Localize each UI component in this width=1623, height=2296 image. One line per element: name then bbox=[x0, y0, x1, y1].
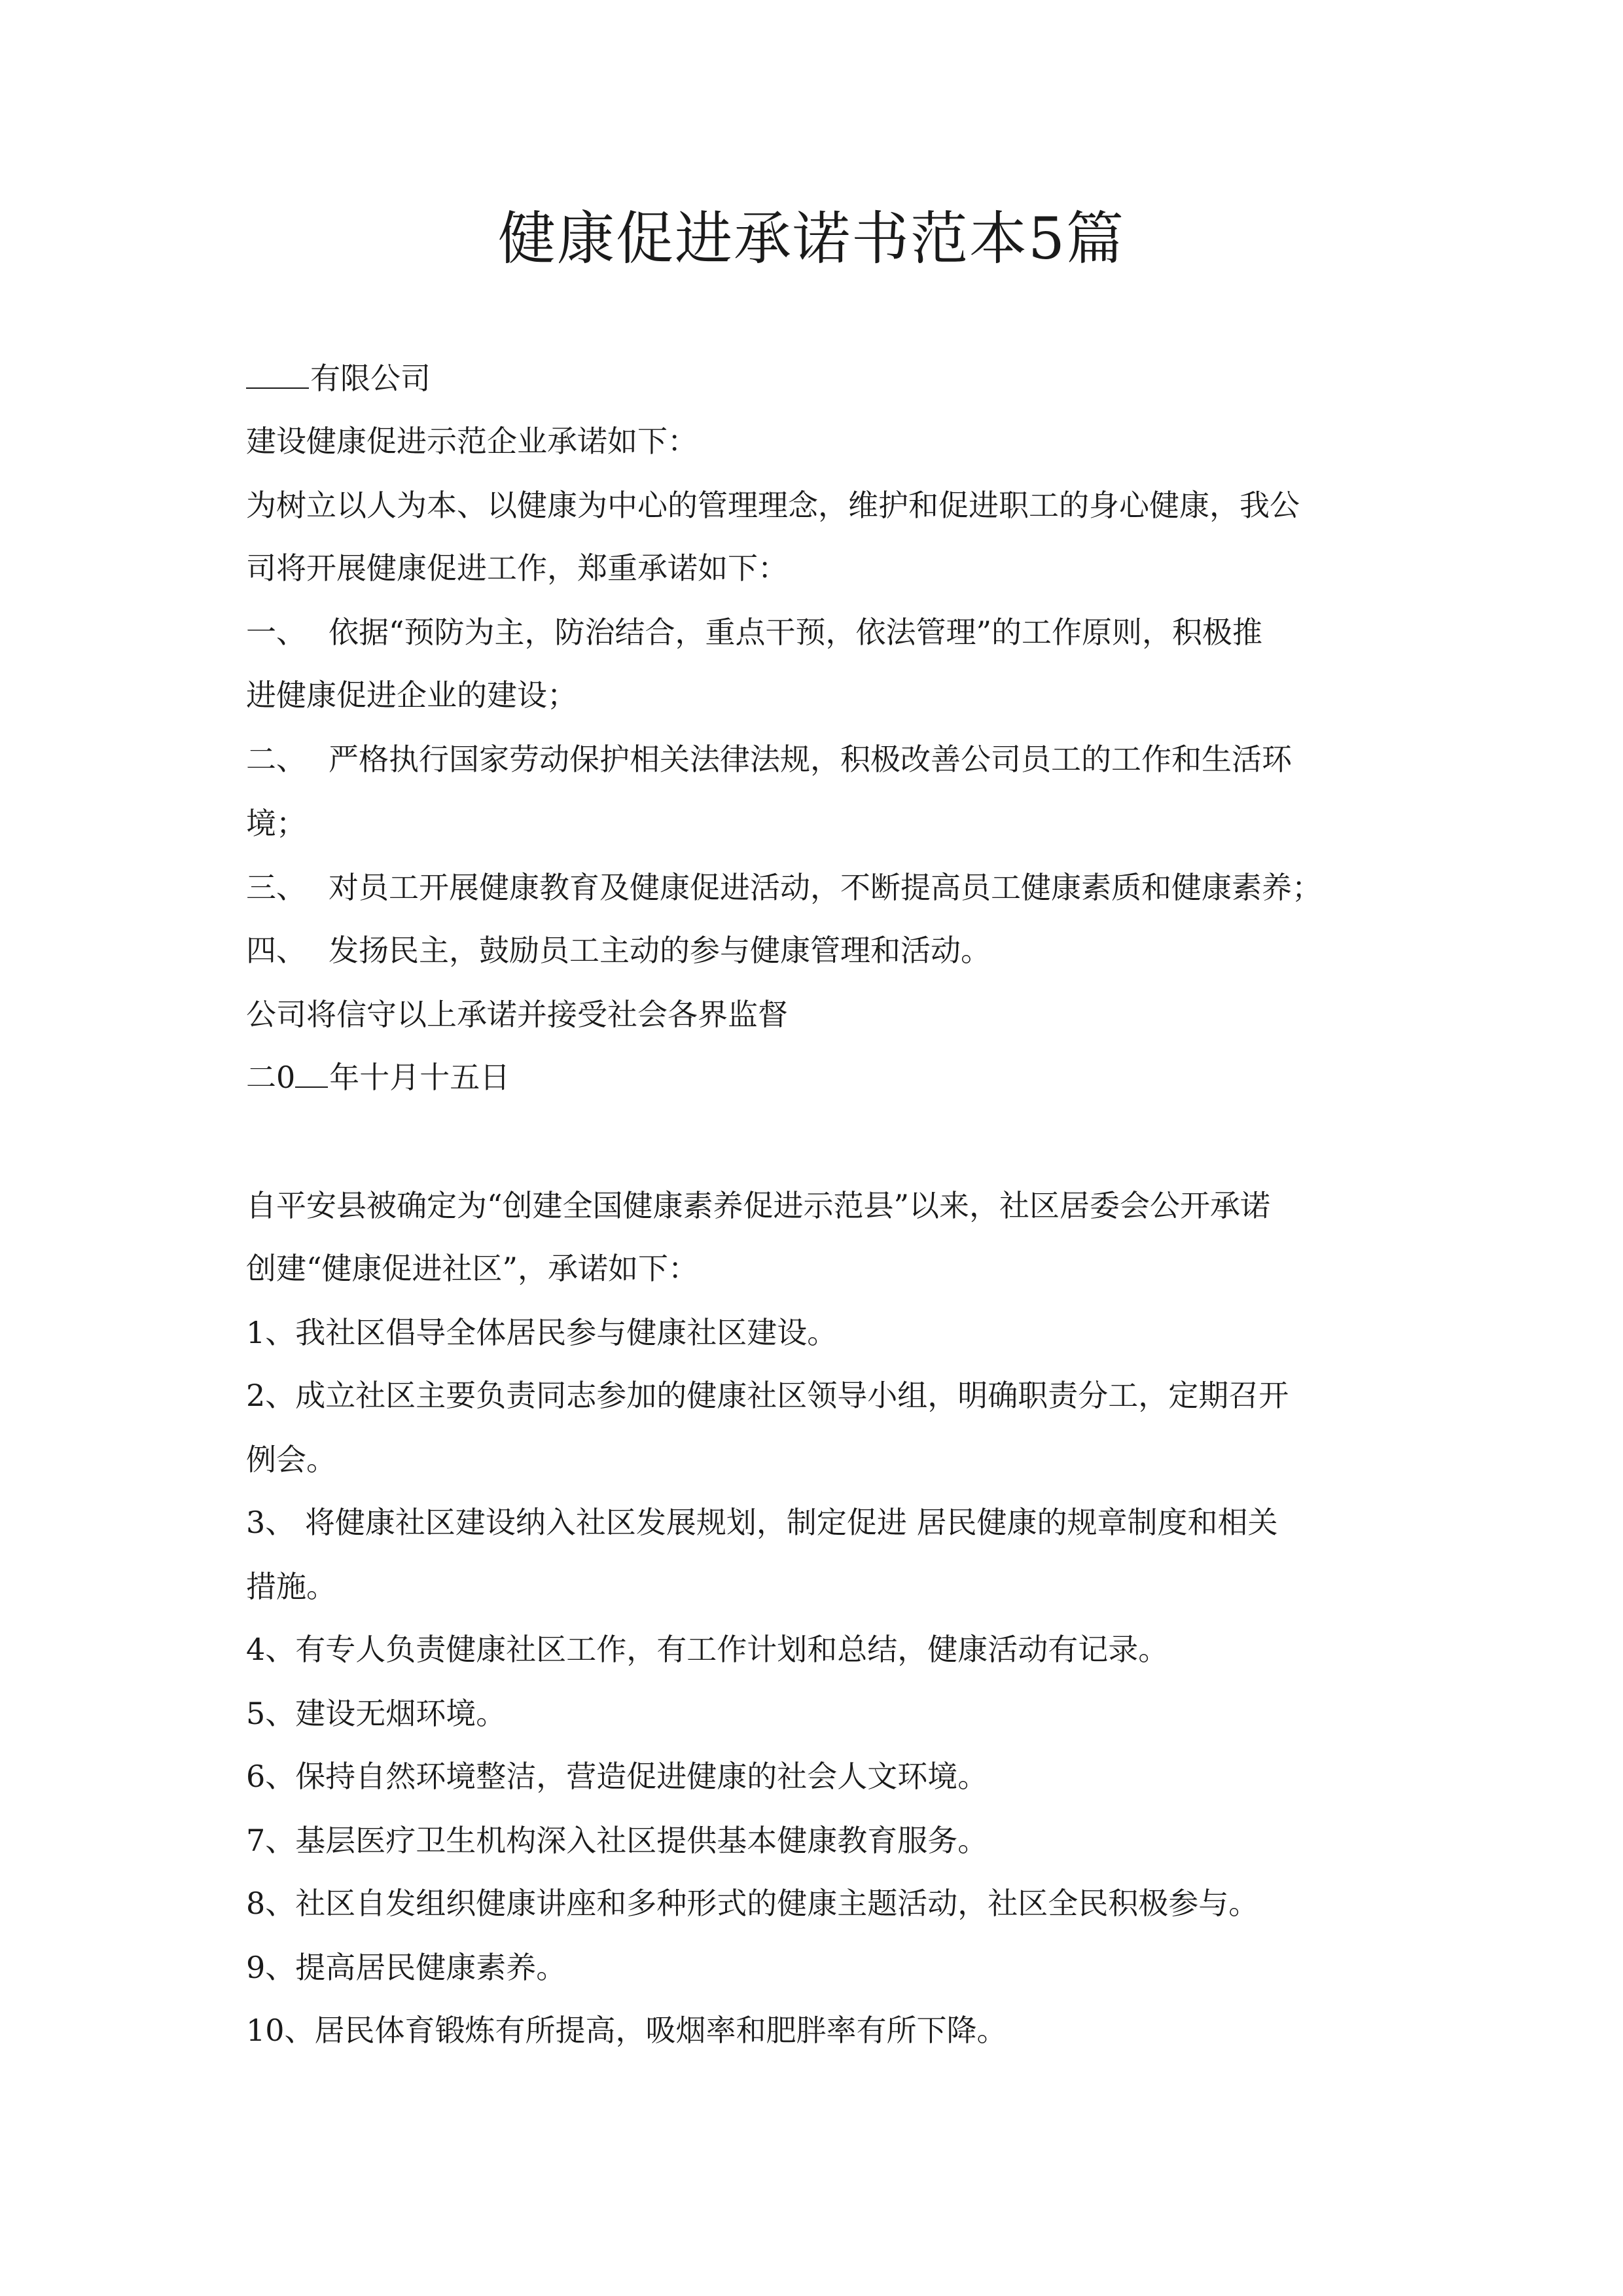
section1-item-1 bbox=[246, 611, 1398, 653]
section1-para1-line1: 为树立以人为本、以健康为中心的管理理念，维护和促进职工的身心健康，我公 bbox=[246, 488, 1300, 523]
section1-item-2-cont: 境； bbox=[246, 806, 306, 841]
section2-item-7: 7、基层医疗卫生机构深入社区提供基本健康教育服务。 bbox=[246, 1823, 988, 1858]
section2-item-2: 2、成立社区主要负责同志参加的健康社区领导小组，明确职责分工，定期召开 bbox=[246, 1378, 1289, 1413]
section2-intro-line1: 自平安县被确定为“创建全国健康素养促进示范县”以来，社区居委会公开承诺 bbox=[246, 1188, 1271, 1223]
section2-item-9: 9、提高居民健康素养。 bbox=[246, 1950, 567, 1985]
section1-intro: 建设健康促进示范企业承诺如下： bbox=[246, 423, 698, 459]
item-marker: 四、 bbox=[246, 933, 306, 968]
date-prefix: 二0 bbox=[246, 1060, 296, 1095]
date-suffix: 年十月十五日 bbox=[329, 1060, 510, 1095]
item-text: 依据“预防为主，防治结合，重点干预，依法管理”的工作原则，积极推 bbox=[329, 615, 1263, 650]
section2-item-1: 1、我社区倡导全体居民参与健康社区建设。 bbox=[246, 1315, 838, 1350]
section1-para1-line2: 司将开展健康促进工作，郑重承诺如下： bbox=[246, 550, 788, 586]
item-marker: 一、 bbox=[246, 615, 306, 650]
item-text: 发扬民主，鼓励员工主动的参与健康管理和活动。 bbox=[329, 933, 991, 968]
company-name-line bbox=[246, 357, 1398, 399]
section2-item-2-cont: 例会。 bbox=[246, 1442, 336, 1477]
section2-item-10: 10、居民体育锻炼有所提高，吸烟率和肥胖率有所下降。 bbox=[246, 2013, 1007, 2048]
document-title: 健康促进承诺书范本5篇 bbox=[498, 205, 1125, 272]
section2-item-4: 4、有专人负责健康社区工作，有工作计划和总结，健康活动有记录。 bbox=[246, 1632, 1169, 1667]
section2-item-3-cont: 措施。 bbox=[246, 1569, 336, 1604]
item-marker: 二、 bbox=[246, 742, 306, 777]
section1-item-1-cont: 进健康促进企业的建设； bbox=[246, 677, 577, 713]
section2-item-8: 8、社区自发组织健康讲座和多种形式的健康主题活动，社区全民积极参与。 bbox=[246, 1886, 1259, 1921]
company-name-blank bbox=[246, 357, 309, 389]
section2-item-5: 5、建设无烟环境。 bbox=[246, 1696, 507, 1731]
item-text: 严格执行国家劳动保护相关法律法规，积极改善公司员工的工作和生活环 bbox=[329, 742, 1292, 777]
section2-item-3: 3、 将健康社区建设纳入社区发展规划，制定促进 居民健康的规章制度和相关 bbox=[246, 1505, 1278, 1540]
section1-closing: 公司将信守以上承诺并接受社会各界监督 bbox=[246, 997, 788, 1032]
section1-item-4 bbox=[246, 929, 1398, 971]
section1-item-2 bbox=[246, 738, 1398, 780]
year-blank bbox=[295, 1056, 328, 1088]
section1-item-3 bbox=[246, 867, 1398, 908]
section2-intro-line2: 创建“健康促进社区”，承诺如下： bbox=[246, 1251, 699, 1286]
item-text: 对员工开展健康教育及健康促进活动，不断提高员工健康素质和健康素养； bbox=[329, 870, 1322, 905]
item-marker: 三、 bbox=[246, 870, 306, 905]
company-suffix: 有限公司 bbox=[310, 361, 431, 396]
section1-date bbox=[246, 1056, 1398, 1098]
section2-item-6: 6、保持自然环境整洁，营造促进健康的社会人文环境。 bbox=[246, 1759, 988, 1794]
